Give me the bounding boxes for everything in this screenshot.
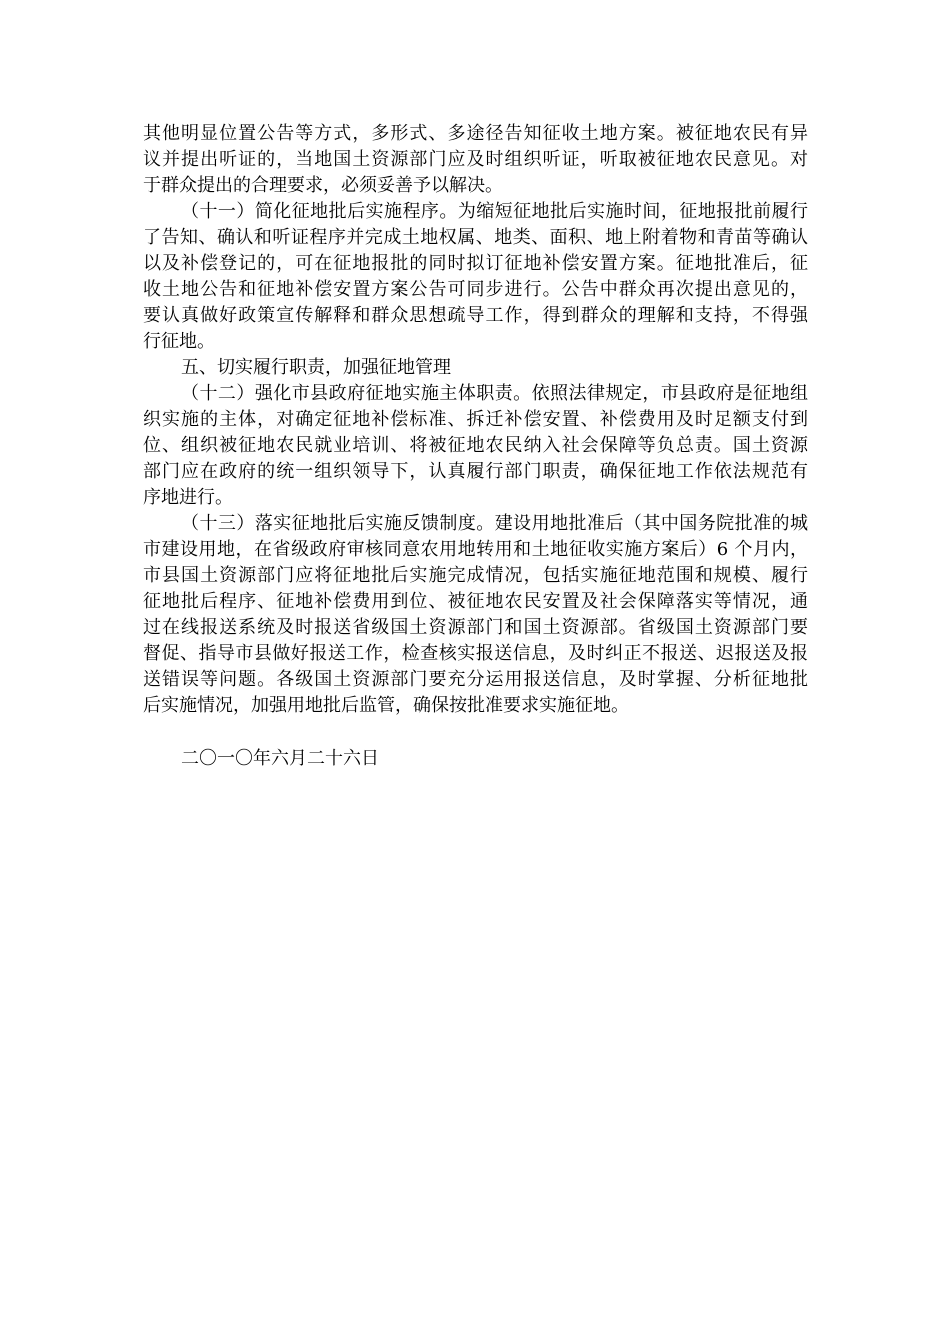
paragraph-line: 后实施情况，加强用地批后监管，确保按批准要求实施征地。	[143, 695, 629, 716]
paragraph-line: 行征地。	[143, 331, 215, 352]
paragraph-line: 市建设用地，在省级政府审核同意农用地转用和土地征收实施方案后）6 个月内，	[143, 539, 808, 560]
paragraph-line: 过在线报送系统及时报送省级国土资源部门和国土资源部。省级国土资源部门要	[143, 617, 808, 638]
section-heading: 五、切实履行职责，加强征地管理	[181, 357, 451, 378]
paragraph-line: 以及补偿登记的，可在征地报批的同时拟订征地补偿安置方案。征地批准后，征	[143, 253, 808, 274]
paragraph-line: （十二）强化市县政府征地实施主体职责。依照法律规定，市县政府是征地组	[181, 383, 808, 404]
document-date: 二〇一〇年六月二十六日	[181, 748, 379, 769]
paragraph-line: 收土地公告和征地补偿安置方案公告可同步进行。公告中群众再次提出意见的，	[143, 279, 808, 300]
paragraph-line: （十三）落实征地批后实施反馈制度。建设用地批准后（其中国务院批准的城	[181, 513, 808, 534]
document-body	[143, 121, 808, 719]
paragraph-line: 市县国土资源部门应将征地批后实施完成情况，包括实施征地范围和规模、履行	[143, 565, 808, 586]
paragraph-line: （十一）简化征地批后实施程序。为缩短征地批后实施时间，征地报批前履行	[181, 201, 808, 222]
paragraph-line: 部门应在政府的统一组织领导下，认真履行部门职责，确保征地工作依法规范有	[143, 461, 808, 482]
paragraph-line: 其他明显位置公告等方式，多形式、多途径告知征收土地方案。被征地农民有异	[143, 123, 808, 144]
paragraph-line: 督促、指导市县做好报送工作，检查核实报送信息，及时纠正不报送、迟报送及报	[143, 643, 808, 664]
paragraph-line: 议并提出听证的，当地国土资源部门应及时组织听证，听取被征地农民意见。对	[143, 149, 808, 170]
paragraph-line: 要认真做好政策宣传解释和群众思想疏导工作，得到群众的理解和支持，不得强	[143, 305, 808, 326]
paragraph-line: 送错误等问题。各级国土资源部门要充分运用报送信息，及时掌握、分析征地批	[143, 669, 808, 690]
paragraph-line: 位、组织被征地农民就业培训、将被征地农民纳入社会保障等负总责。国土资源	[143, 435, 808, 456]
paragraph-line: 织实施的主体，对确定征地补偿标准、拆迁补偿安置、补偿费用及时足额支付到	[143, 409, 808, 430]
paragraph-line: 序地进行。	[143, 487, 233, 508]
paragraph-line: 征地批后程序、征地补偿费用到位、被征地农民安置及社会保障落实等情况，通	[143, 591, 808, 612]
paragraph-line: 了告知、确认和听证程序并完成土地权属、地类、面积、地上附着物和青苗等确认	[143, 227, 808, 248]
paragraph-line: 于群众提出的合理要求，必须妥善予以解决。	[143, 175, 503, 196]
